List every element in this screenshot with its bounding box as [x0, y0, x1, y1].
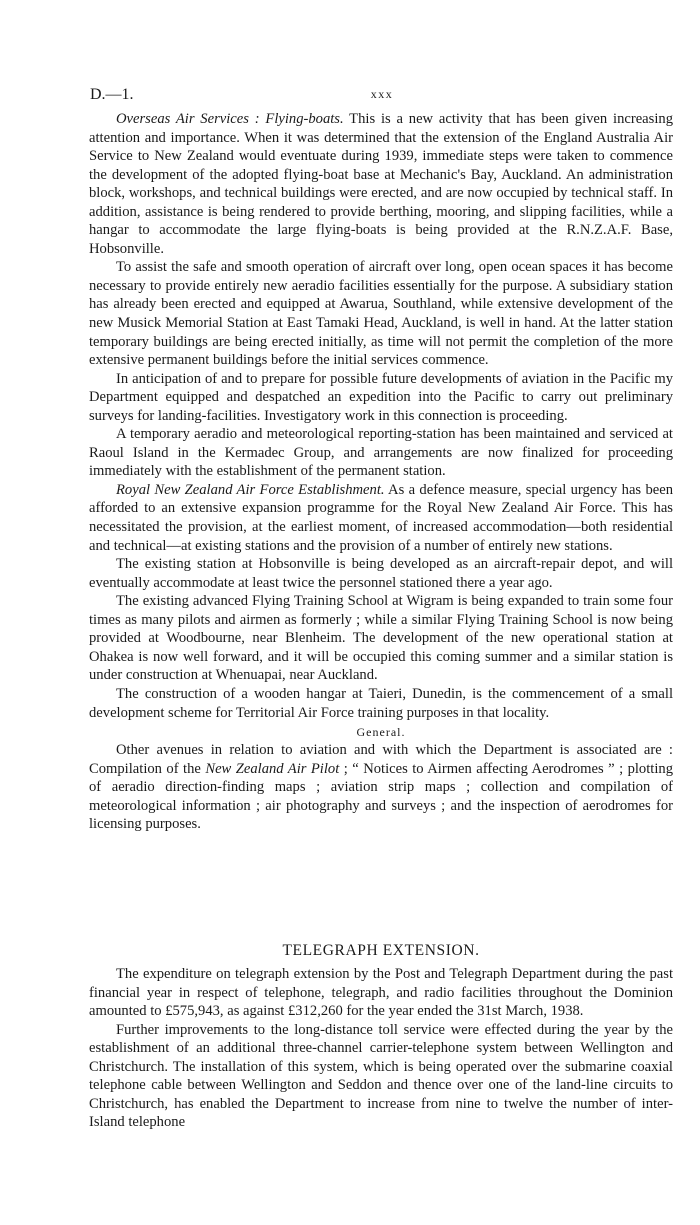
rnzaf-paragraph-3: The existing advanced Flying Training School at Wigram is being expanded to train some four times as many pilots and airmen as formerly ; while a similar Flying Training School is now being provided at Woodbourne, near Blenheim. The development of the new operational station at Ohakea is now well forward, and it will be occupied this coming summer and a similar station is under construction at Whenuapai, near Auckland.	[89, 593, 673, 684]
telegraph-extension-title: TELEGRAPH EXTENSION.	[282, 942, 480, 959]
aviation-section	[89, 110, 673, 834]
overseas-paragraph-1	[89, 110, 673, 258]
overseas-heading: Overseas Air Services : Flying-boats.	[116, 111, 344, 127]
general-heading: General.	[356, 725, 406, 740]
rnzaf-paragraph-1-text: As a defence measure, special urgency has been afforded to an extensive expansion programme for the Royal New Zealand Air Force. This has necessitated the provision, at the earliest moment, of increased accommodation—both residential and technical—at existing stations and the provision of a number of entirely new stations.	[89, 481, 673, 554]
general-paragraph	[89, 741, 673, 834]
page-reference: D.—1.	[90, 86, 134, 103]
telegraph-paragraph-1: The expenditure on telegraph extension by the Post and Telegraph Department during the past financial year in respect of telephone, telegraph, and radio facilities throughout the Dominion amounted to £575,943, as against £312,260 for the year ended the 31st March, 1938.	[89, 966, 673, 1020]
telegraph-paragraph-2: Further improvements to the long-distance toll service were effected during the year by the establishment of an additional three-channel carrier-telephone system between Wellington and Christchurch. The installation of this system, which is being operated over the submarine coaxial telephone cable between Wellington and Seddon and thence over one of the land-line circuits to Christchurch, has enabled the Department to increase from nine to twelve the number of inter-Island telephone	[89, 1021, 673, 1131]
overseas-paragraph-3: In anticipation of and to prepare for possible future developments of aviation in the Pacific my Department equipped and despatched an expedition into the Pacific to carry out preliminary surveys for landing-facilities. Investigatory work in this connection is proceeding.	[89, 370, 673, 424]
overseas-paragraph-2: To assist the safe and smooth operation of aircraft over long, open ocean spaces it has become necessary to provide entirely new aeradio facilities essentially for the purpose. A subsidiary station has already been erected and equipped at Awarua, Southland, while extensive development of the new Musick Memorial Station at East Tamaki Head, Auckland, is well in hand. At the latter station temporary buildings are being erected initially, as time will not permit the completion of the more extensive permanent buildings before the initial services commence.	[89, 259, 673, 369]
page-number: xxx	[370, 87, 394, 101]
overseas-paragraph-4: A temporary aeradio and meteorological reporting-station has been maintained and serviced at Raoul Island in the Kermadec Group, and arrangements are now finalized for proceeding immediately with the establishment of the permanent station.	[89, 426, 673, 480]
telegraph-section	[89, 965, 673, 1132]
overseas-paragraph-1-text: This is a new activity that has been given increasing attention and importance. When it was determined that the extension of the England Australia Air Service to New Zealand would eventuate during 1939, immediate steps were taken to commence the development of the adopted flying-boat base at Mechanic's Bay, Auckland. An administration block, workshops, and technical buildings were erected, and are now occupied by technical staff. In addition, assistance is being rendered to provide berthing, mooring, and slipping facilities, while a hangar to accommodate the large flying-boats is being provided at the R.N.Z.A.F. Base, Hobsonville.	[89, 111, 673, 257]
running-head	[90, 86, 674, 106]
rnzaf-paragraph-4: The construction of a wooden hangar at Taieri, Dunedin, is the commencement of a small development scheme for Territorial Air Force training purposes in that locality.	[89, 685, 673, 721]
general-text-a: Other avenues in relation to aviation and with which the Department is associated are : Compilation of the	[89, 742, 673, 777]
rnzaf-paragraph-2: The existing station at Hobsonville is being developed as an aircraft-repair depot, and will eventually accommodate at least twice the personnel stationed there a year ago.	[89, 556, 673, 591]
general-text-b: ; “ Notices to Airmen affecting Aerodromes ” ; plotting of aeradio direction-finding maps ; aviation strip maps ; collection and compilation of meteorological information ; air photography and surveys ; and the inspection of aerodromes for licensing purposes.	[89, 760, 673, 833]
rnzaf-paragraph-1	[89, 481, 673, 555]
rnzaf-heading: Royal New Zealand Air Force Establishment.	[116, 481, 385, 498]
air-pilot-title: New Zealand Air Pilot	[205, 760, 340, 777]
